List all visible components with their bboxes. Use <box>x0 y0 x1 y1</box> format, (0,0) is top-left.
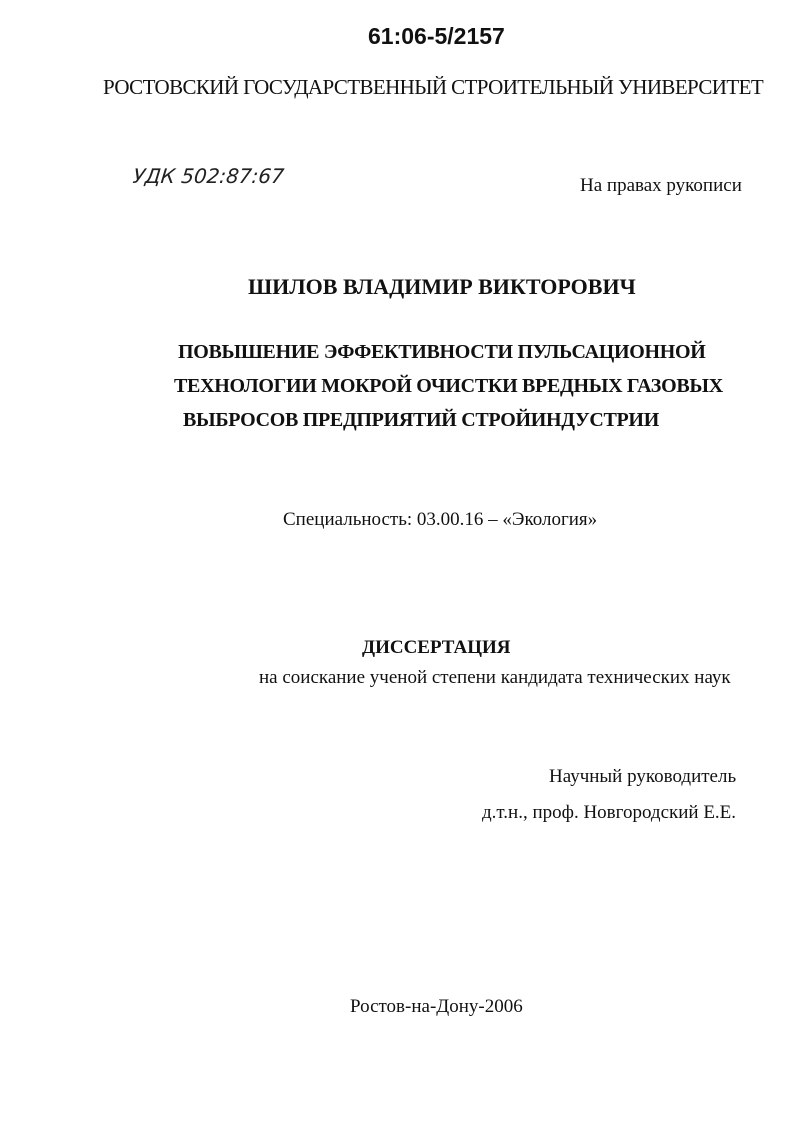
supervisor-name: д.т.н., проф. Новгородский Е.Е. <box>482 802 737 823</box>
author-name: ШИЛОВ ВЛАДИМИР ВИКТОРОВИЧ <box>248 274 636 299</box>
university-name: РОСТОВСКИЙ ГОСУДАРСТВЕННЫЙ СТРОИТЕЛЬНЫЙ УНИВЕРСИТЕТ <box>103 75 764 99</box>
place-year: Ростов-на-Дону-2006 <box>350 996 523 1017</box>
registration-number: 61:06-5/2157 <box>368 23 505 49</box>
degree-description: на соискание ученой степени кандидата технических наук <box>259 667 731 688</box>
dissertation-title-line-2: ТЕХНОЛОГИИ МОКРОЙ ОЧИСТКИ ВРЕДНЫХ ГАЗОВЫХ <box>174 375 723 397</box>
udk-handwritten: УДК 502:87:67 <box>131 164 286 188</box>
manuscript-rights-note: На правах рукописи <box>580 175 742 196</box>
supervisor-label: Научный руководитель <box>549 766 737 787</box>
specialty: Специальность: 03.00.16 – «Экология» <box>283 509 598 530</box>
document-type: ДИССЕРТАЦИЯ <box>362 637 511 658</box>
dissertation-title-line-3: ВЫБРОСОВ ПРЕДПРИЯТИЙ СТРОЙИНДУСТРИИ <box>183 409 659 431</box>
dissertation-title-line-1: ПОВЫШЕНИЕ ЭФФЕКТИВНОСТИ ПУЛЬСАЦИОННОЙ <box>178 341 706 363</box>
